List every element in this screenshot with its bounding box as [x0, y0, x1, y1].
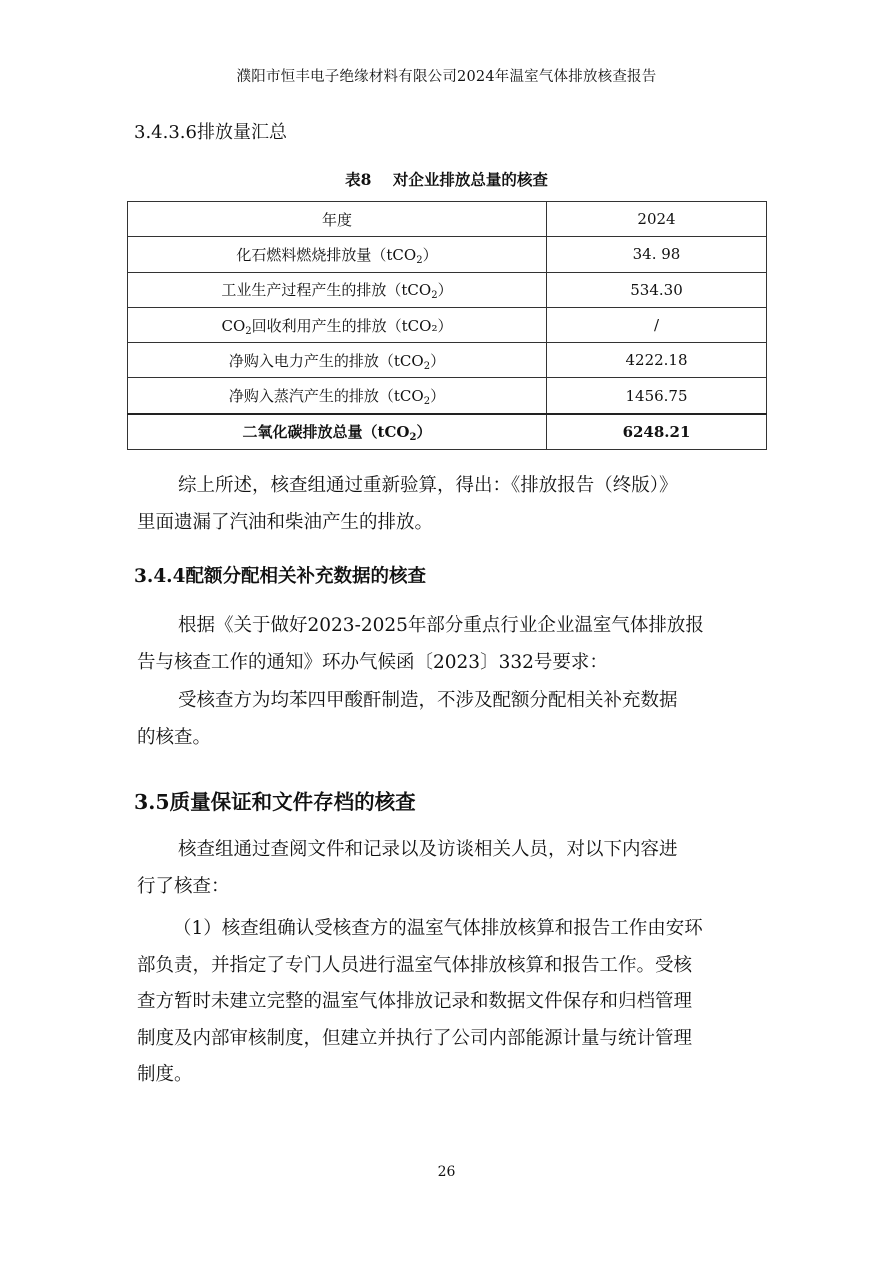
paragraph-line — [137, 832, 757, 869]
paragraph-line — [137, 468, 757, 505]
paragraph-line-text: 根据《关于做好2023-2025年部分重点行业企业温室气体排放报 — [178, 615, 704, 636]
paragraph-line-text: 受核查方为均苯四甲酸酐制造，不涉及配额分配相关补充数据 — [178, 690, 678, 711]
paragraph-line: 里面遗漏了汽油和柴油产生的排放。 — [137, 511, 434, 533]
section-heading-35: 3.5质量保证和文件存档的核查 — [134, 790, 416, 814]
row-value: / — [547, 307, 767, 342]
summary-paragraph — [137, 468, 757, 541]
row-value: 1456.75 — [547, 378, 767, 414]
page-number: 26 — [437, 1164, 456, 1180]
row-label-sub: 2 — [423, 396, 431, 408]
total-value: 6248.21 — [547, 414, 767, 450]
emissions-table — [127, 201, 767, 450]
table-header-row — [128, 202, 767, 237]
paragraph-344b — [137, 683, 757, 756]
table-caption — [0, 168, 893, 190]
table-row — [128, 272, 767, 307]
paragraph-line: 部负责，并指定了专门人员进行温室气体排放核算和报告工作。受核 — [137, 954, 693, 976]
row-label-text: 净购入蒸汽产生的排放（tCO — [228, 387, 424, 406]
paragraph-35b — [137, 911, 757, 1094]
paragraph-line: 查方暂时未建立完整的温室气体排放记录和数据文件保存和归档管理 — [137, 991, 693, 1012]
table-header-year: 2024 — [547, 202, 767, 237]
row-value: 534.30 — [547, 272, 767, 307]
paragraph-line-text: 核查组通过查阅文件和记录以及访谈相关人员，对以下内容进 — [178, 839, 678, 860]
row-label-text: 化石燃料燃烧排放量（tCO — [236, 245, 417, 264]
row-value: 4222.18 — [547, 343, 767, 378]
row-label-sub: 2 — [416, 254, 423, 266]
row-label-text: 工业生产过程产生的排放（tCO — [221, 281, 432, 300]
paragraph-line — [137, 911, 757, 948]
row-value: 34. 98 — [547, 237, 767, 272]
row-label-text: CO — [221, 316, 246, 335]
total-label-sub: 2 — [409, 432, 417, 444]
row-label — [128, 378, 547, 414]
section-heading-3436: 3.4.3.6排放量汇总 — [134, 122, 287, 143]
table-row — [128, 307, 767, 342]
paragraph-line — [137, 608, 757, 645]
paragraph-line-text: （1）核查组确认受核查方的温室气体排放核算和报告工作由安环 — [173, 918, 703, 939]
paragraph-line: 的核查。 — [137, 726, 212, 748]
total-label — [128, 414, 547, 450]
row-label — [128, 307, 547, 342]
paragraph-line — [137, 683, 757, 720]
total-label-end: ） — [416, 423, 432, 442]
paragraph-line: 告与核查工作的通知》环办气候函〔2023〕332号要求： — [137, 651, 608, 673]
row-label-end: ） — [437, 281, 453, 300]
table-caption-text: 表8 对企业排放总量的核查 — [345, 170, 548, 189]
section-heading-344: 3.4.4配额分配相关补充数据的核查 — [134, 566, 426, 587]
row-label-sub: 2 — [245, 325, 252, 337]
paragraph-344a — [137, 608, 757, 681]
paragraph-line: 制度。 — [137, 1064, 193, 1085]
row-label-end: 回收利用产生的排放（tCO₂） — [251, 316, 453, 335]
row-label-end: ） — [430, 351, 446, 370]
row-label-text: 净购入电力产生的排放（tCO — [228, 351, 424, 370]
page-header: 濮阳市恒丰电子绝缘材料有限公司2024年温室气体排放核查报告 — [236, 69, 657, 85]
total-label-text: 二氧化碳排放总量（tCO — [242, 423, 410, 442]
table-row — [128, 378, 767, 414]
table-header-label: 年度 — [128, 202, 547, 237]
paragraph-35a — [137, 832, 757, 905]
paragraph-line-text: 综上所述，核查组通过重新验算，得出：《排放报告（终版）》 — [178, 475, 678, 496]
row-label-end: ） — [430, 387, 446, 406]
table-row — [128, 343, 767, 378]
row-label-end: ） — [422, 245, 438, 264]
paragraph-line: 行了核查： — [137, 875, 230, 897]
table-total-row — [128, 414, 767, 450]
paragraph-line: 制度及内部审核制度，但建立并执行了公司内部能源计量与统计管理 — [137, 1027, 693, 1049]
row-label — [128, 237, 547, 272]
row-label — [128, 272, 547, 307]
row-label-sub: 2 — [431, 290, 438, 302]
row-label — [128, 343, 547, 378]
row-label-sub: 2 — [423, 360, 431, 372]
table-row — [128, 237, 767, 272]
